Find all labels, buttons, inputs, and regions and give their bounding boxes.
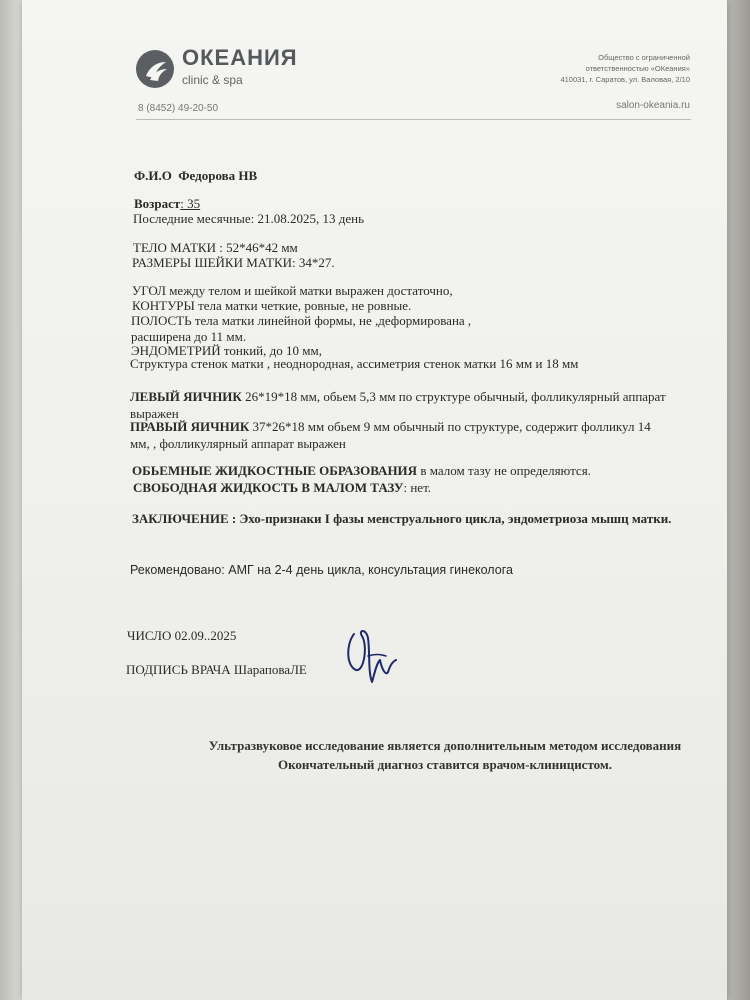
left-ovary-text-cont: выражен bbox=[130, 406, 179, 421]
left-ovary-line bbox=[130, 389, 666, 405]
recommendation: Рекомендовано: АМГ на 2-4 день цикла, консультация гинеколога bbox=[130, 563, 513, 577]
free-fluid-text: : нет. bbox=[403, 480, 432, 495]
company-info bbox=[560, 52, 690, 85]
company-line: Общество с ограниченной bbox=[598, 53, 690, 62]
uterus-cavity: ПОЛОСТЬ тела матки линейной формы, не ,деформирована , bbox=[131, 313, 472, 328]
masses-label: ОБЬЕМНЫЕ ЖИДКОСТНЫЕ ОБРАЗОВАНИЯ bbox=[132, 463, 418, 478]
paper-sheet bbox=[22, 0, 727, 1000]
header-divider bbox=[136, 119, 691, 120]
age-label: Возраст bbox=[134, 196, 181, 211]
logo-subtitle: clinic & spa bbox=[182, 73, 243, 87]
age-line bbox=[134, 196, 200, 212]
company-line: ответственностью «ОКеания» bbox=[585, 64, 690, 73]
disclaimer-line: Ультразвуковое исследование является дополнительным методом исследования bbox=[208, 738, 682, 753]
right-ovary-label: ПРАВЫЙ ЯИЧНИК bbox=[130, 419, 250, 434]
disclaimer-line: Окончательный диагноз ставится врачом-клиницистом. bbox=[277, 757, 613, 772]
right-ovary-text: 37*26*18 мм обьем 9 мм обычный по структуре, содержит фолликул 14 bbox=[249, 419, 651, 434]
disclaimer bbox=[150, 736, 740, 774]
last-period: Последние месячные: 21.08.2025, 13 день bbox=[133, 211, 365, 226]
cervix-size: РАЗМЕРЫ ШЕЙКИ МАТКИ: 34*27. bbox=[132, 255, 335, 270]
conclusion-label: ЗАКЛЮЧЕНИЕ : bbox=[132, 511, 240, 526]
masses-text: в малом тазу не определяются. bbox=[417, 463, 591, 478]
free-fluid-line bbox=[133, 480, 431, 496]
exam-date: ЧИСЛО 02.09..2025 bbox=[127, 628, 237, 643]
right-ovary-text-cont: мм, , фолликулярный аппарат выражен bbox=[130, 436, 346, 451]
endometrium: ЭНДОМЕТРИЙ тонкий, до 10 мм, bbox=[131, 343, 322, 358]
cavity-dilation: расширена до 11 мм. bbox=[131, 329, 247, 344]
uterus-contours: КОНТУРЫ тела матки четкие, ровные, не ровные. bbox=[132, 298, 412, 313]
doctor-signature-line: ПОДПИСЬ ВРАЧА ШараповаЛЕ bbox=[126, 662, 307, 677]
conclusion-line bbox=[132, 511, 671, 527]
doctor-signature bbox=[342, 626, 406, 693]
logo-name: ОКЕАНИЯ bbox=[182, 45, 298, 70]
fio-label: Ф.И.О bbox=[134, 168, 172, 183]
logo-icon bbox=[136, 50, 174, 88]
uterus-angle: УГОЛ между телом и шейкой матки выражен достаточно, bbox=[132, 283, 453, 298]
age-value: : 35 bbox=[180, 196, 201, 211]
clinic-website: salon-okeania.ru bbox=[616, 100, 690, 111]
clinic-phone: 8 (8452) 49-20-50 bbox=[138, 103, 219, 114]
uterus-body: ТЕЛО МАТКИ : 52*46*42 мм bbox=[133, 240, 298, 255]
conclusion-text: Эхо-признаки I фазы менструального цикла, эндометриоза мышц матки. bbox=[239, 511, 672, 526]
masses-line bbox=[132, 463, 591, 479]
patient-name-line bbox=[134, 168, 257, 184]
uterine-walls: Структура стенок матки , неоднородная, ассиметрия стенок матки 16 мм и 18 мм bbox=[130, 356, 579, 371]
right-ovary-line bbox=[130, 419, 651, 435]
fio-value: Федорова НВ bbox=[178, 168, 258, 183]
left-ovary-label: ЛЕВЫЙ ЯИЧНИК bbox=[130, 389, 242, 404]
company-address: 410031, г. Саратов, ул. Валовая, 2/10 bbox=[560, 75, 690, 84]
left-ovary-text: 26*19*18 мм, обьем 5,3 мм по структуре обычный, фолликулярный аппарат bbox=[241, 389, 666, 404]
free-fluid-label: СВОБОДНАЯ ЖИДКОСТЬ В МАЛОМ ТАЗУ bbox=[133, 480, 404, 495]
